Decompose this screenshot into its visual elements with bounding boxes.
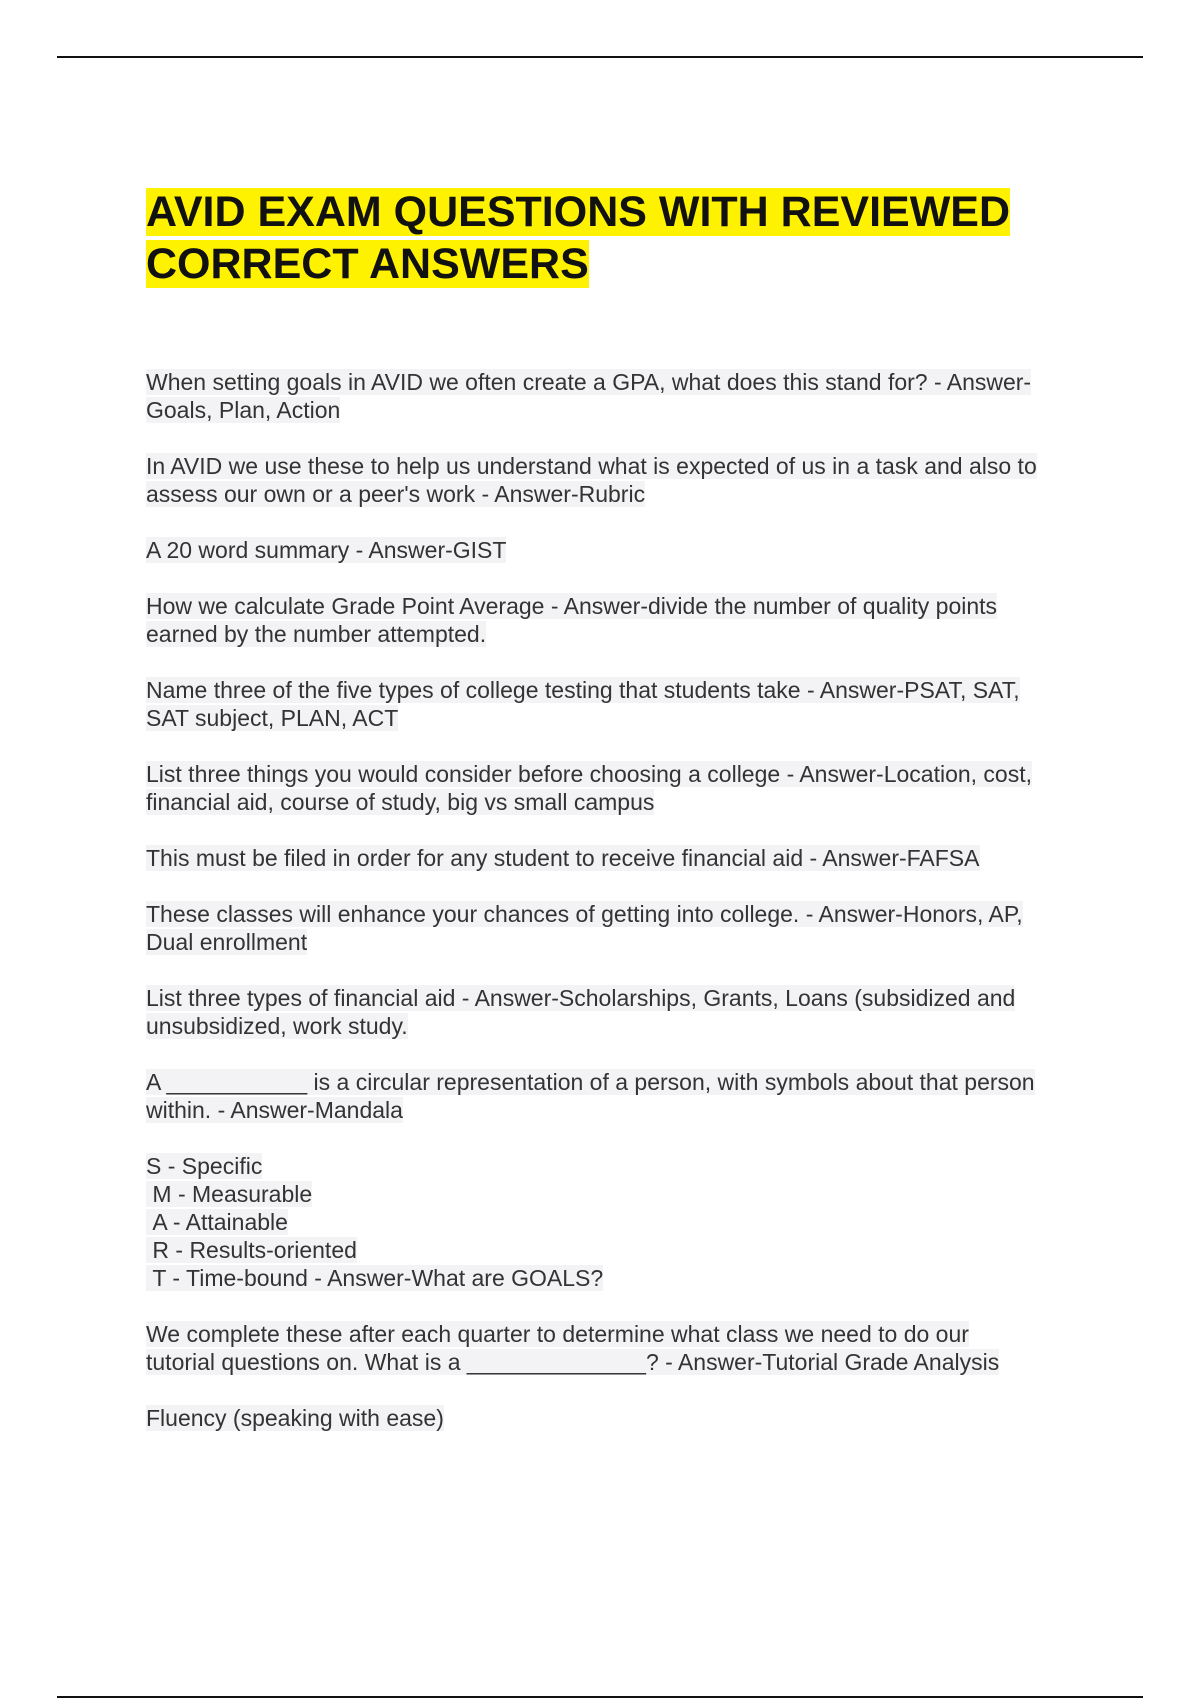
qa-item <box>146 844 1096 872</box>
qa-line: A ___________ is a circular representation of a person, with symbols about that person <box>146 1069 1035 1095</box>
qa-line: In AVID we use these to help us understand what is expected of us in a task and also to <box>146 453 1037 479</box>
qa-item <box>146 1068 1096 1124</box>
qa-line: T - Time-bound - Answer-What are GOALS? <box>146 1265 604 1291</box>
qa-item <box>146 1404 1096 1432</box>
qa-line: How we calculate Grade Point Average - Answer-divide the number of quality points <box>146 593 998 619</box>
qa-line: Fluency (speaking with ease) <box>146 1405 444 1431</box>
qa-line: SAT subject, PLAN, ACT <box>146 705 399 731</box>
qa-line: Goals, Plan, Action <box>146 397 341 423</box>
qa-line: R - Results-oriented <box>146 1237 357 1263</box>
document-body <box>146 186 1096 1460</box>
qa-item <box>146 676 1096 732</box>
title-line: AVID EXAM QUESTIONS WITH REVIEWED <box>146 188 1011 236</box>
qa-line: Name three of the five types of college testing that students take - Answer-PSAT, SAT, <box>146 677 1020 703</box>
qa-list <box>146 368 1096 1432</box>
qa-item <box>146 536 1096 564</box>
qa-line: financial aid, course of study, big vs small campus <box>146 789 655 815</box>
title-line: CORRECT ANSWERS <box>146 240 589 288</box>
qa-line: We complete these after each quarter to determine what class we need to do our <box>146 1321 969 1347</box>
qa-line: List three things you would consider before choosing a college - Answer-Location, cost, <box>146 761 1033 787</box>
qa-item <box>146 592 1096 648</box>
qa-line: A 20 word summary - Answer-GIST <box>146 537 507 563</box>
qa-line: A - Attainable <box>146 1209 288 1235</box>
qa-line: unsubsidized, work study. <box>146 1013 408 1039</box>
qa-item <box>146 1320 1096 1376</box>
bottom-rule <box>57 1696 1143 1698</box>
qa-item <box>146 1152 1096 1292</box>
qa-line: When setting goals in AVID we often create a GPA, what does this stand for? - Answer- <box>146 369 1032 395</box>
qa-line: This must be filed in order for any student to receive financial aid - Answer-FAFSA <box>146 845 980 871</box>
qa-line: within. - Answer-Mandala <box>146 1097 403 1123</box>
qa-line: These classes will enhance your chances of getting into college. - Answer-Honors, AP, <box>146 901 1023 927</box>
page-title <box>146 186 1096 290</box>
qa-line: M - Measurable <box>146 1181 313 1207</box>
qa-line: List three types of financial aid - Answer-Scholarships, Grants, Loans (subsidized and <box>146 985 1016 1011</box>
qa-line: assess our own or a peer's work - Answer-Rubric <box>146 481 646 507</box>
qa-item <box>146 368 1096 424</box>
qa-line: Dual enrollment <box>146 929 308 955</box>
qa-item <box>146 900 1096 956</box>
qa-item <box>146 452 1096 508</box>
qa-item <box>146 984 1096 1040</box>
qa-item <box>146 760 1096 816</box>
qa-line: S - Specific <box>146 1153 263 1179</box>
top-rule <box>57 56 1143 58</box>
qa-line: earned by the number attempted. <box>146 621 487 647</box>
qa-line: tutorial questions on. What is a ______________? - Answer-Tutorial Grade Analysis <box>146 1349 1000 1375</box>
